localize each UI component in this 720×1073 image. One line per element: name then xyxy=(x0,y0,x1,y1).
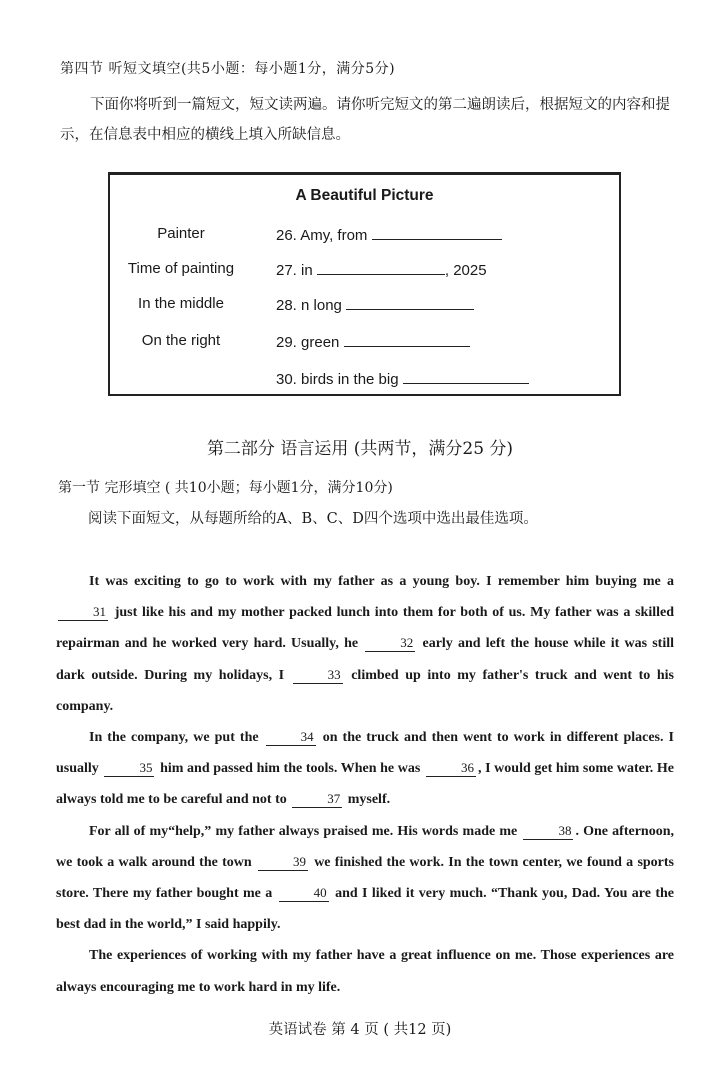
passage-paragraph-2: In the company, we put the 34 on the truck and then went to work in different places. I usually 35 him and passed him the tools. When he was 36 , I would get him some water. He always told me to be careful and not to 37 myself. xyxy=(56,729,674,808)
blank-35[interactable]: 35 xyxy=(104,760,154,777)
info-table-title: A Beautiful Picture xyxy=(295,187,434,204)
passage-paragraph-1: It was exciting to go to work with my father as a young boy. I remember him buying me a 31 just like his and my mother packed lunch into them for both of us. My father was a skilled repairman and he worked very hard. Usually, he 32 early and left the house while it was still dark outside. During my holidays, I 33 climbed up into my father's truck and went to his company. xyxy=(56,574,675,714)
info-row-26 xyxy=(110,225,619,249)
cloze-passage xyxy=(56,566,674,1003)
row-label: Painter xyxy=(157,225,205,242)
answer-blank-27[interactable] xyxy=(317,260,445,275)
blank-38[interactable]: 38 xyxy=(523,823,573,840)
info-row-27 xyxy=(110,260,619,284)
info-row-30 xyxy=(110,369,619,393)
row-label: In the middle xyxy=(138,295,224,312)
section4-title: 第四节 听短文填空(共5小题：每小题1分，满分5分) xyxy=(60,61,396,77)
passage-paragraph-4: The experiences of working with my father have a great influence on me. Those experiences are always encouraging me to work hard in my life. xyxy=(56,948,674,995)
item-text: 30. birds in the big xyxy=(276,371,399,388)
item-text: 29. green xyxy=(276,334,340,351)
section4-instruction: 下面你将听到一篇短文，短文读两遍。请你听完短文的第二遍朗读后，根据短文的内容和提示，在信息表中相应的横线上填入所缺信息。 xyxy=(60,97,670,143)
info-table xyxy=(108,172,621,396)
page-footer: 英语试卷 第 4 页 ( 共12 页) xyxy=(268,1022,452,1038)
item-suffix: , 2025 xyxy=(444,262,487,279)
info-row-28 xyxy=(110,295,619,319)
answer-blank-29[interactable] xyxy=(344,332,470,347)
item-text: 26. Amy, from xyxy=(276,227,368,244)
part2-title: 第二部分 语言运用 (共两节，满分25 分) xyxy=(206,439,514,459)
passage-paragraph-3: For all of my“help,” my father always praised me. His words made me 38 . One afternoon, we took a walk around the town 39 we finished the work. In the town center, we found a sports store. There my father bought me a 40 and I liked it very much. “Thank you, Dad. You are the best dad in the world,” I said happily. xyxy=(56,822,675,933)
item-text: 28. n long xyxy=(276,297,342,314)
blank-32[interactable]: 32 xyxy=(365,635,415,652)
read-instruction: 阅读下面短文，从每题所给的A、B、C、D四个选项中选出最佳选项。 xyxy=(88,511,538,527)
answer-blank-28[interactable] xyxy=(346,295,474,310)
blank-40[interactable]: 40 xyxy=(279,885,329,902)
blank-31[interactable]: 31 xyxy=(58,604,108,621)
item-text: 27. in xyxy=(276,262,313,279)
blank-37[interactable]: 37 xyxy=(292,791,342,808)
answer-blank-30[interactable] xyxy=(403,369,529,384)
row-label: On the right xyxy=(141,332,221,349)
section1-title: 第一节 完形填空 ( 共10小题；每小题1分，满分10分) xyxy=(58,480,393,496)
blank-33[interactable]: 33 xyxy=(293,667,343,684)
blank-34[interactable]: 34 xyxy=(266,729,316,746)
answer-blank-26[interactable] xyxy=(372,225,502,240)
row-label: Time of painting xyxy=(127,260,235,277)
blank-39[interactable]: 39 xyxy=(258,854,308,871)
info-row-29 xyxy=(110,332,619,356)
blank-36[interactable]: 36 xyxy=(426,760,476,777)
